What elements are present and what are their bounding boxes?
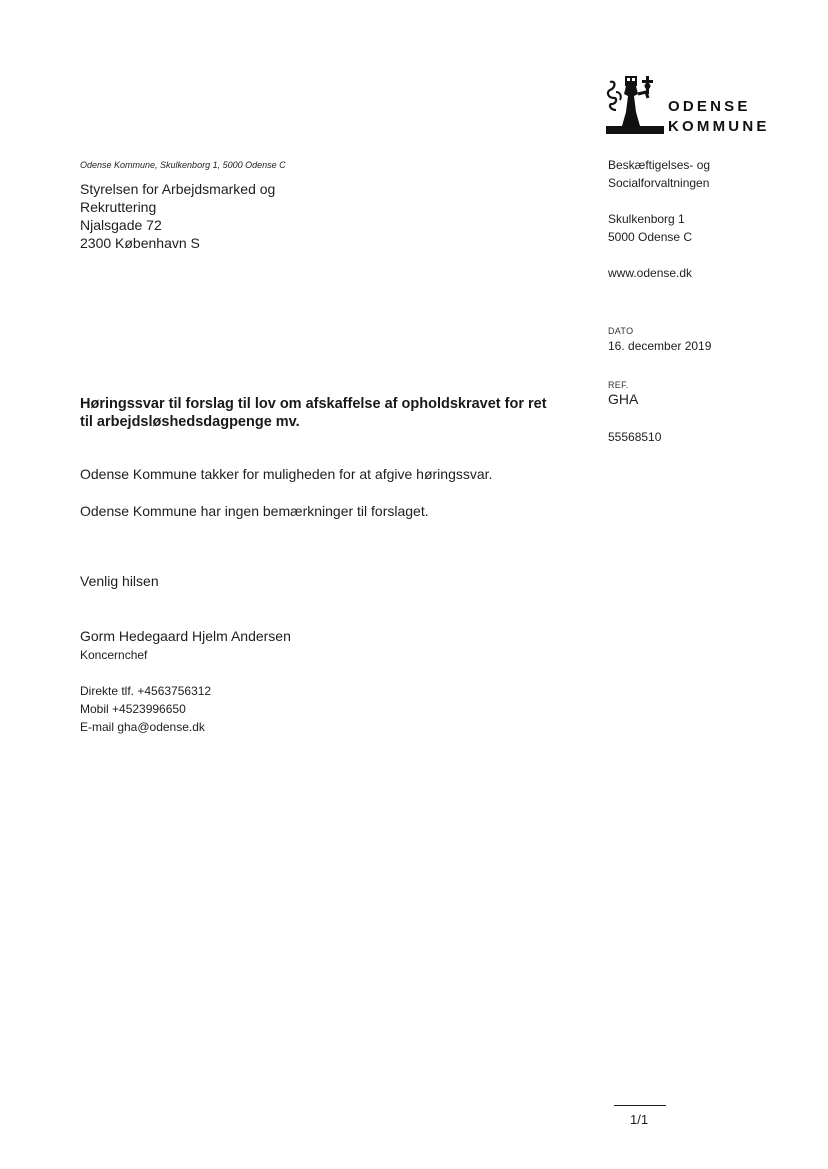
body-paragraph: Odense Kommune har ingen bemærkninger til forslaget.	[80, 503, 429, 519]
subject-line: til arbejdsløshedsdagpenge mv.	[80, 414, 300, 430]
date-value: 16. december 2019	[608, 339, 712, 353]
sender-address-line: Odense Kommune, Skulkenborg 1, 5000 Odense C	[80, 160, 286, 170]
case-number: 55568510	[608, 430, 662, 444]
street-line: Skulkenborg 1	[608, 212, 685, 226]
city-emblem-icon	[606, 72, 666, 136]
odense-kommune-logo	[606, 72, 786, 136]
closing-greeting: Venlig hilsen	[80, 573, 159, 589]
department-line: Socialforvaltningen	[608, 176, 710, 190]
mobile-phone: Mobil +4523996650	[80, 702, 186, 716]
signer-name: Gorm Hedegaard Hjelm Andersen	[80, 628, 291, 644]
recipient-line: Styrelsen for Arbejdsmarked og	[80, 181, 276, 197]
recipient-line: Njalsgade 72	[80, 217, 162, 233]
contact-details	[80, 682, 211, 736]
reference-label: REF.	[608, 380, 629, 390]
signer-title: Koncernchef	[80, 648, 148, 662]
logo-text-kommune: KOMMUNE	[668, 118, 770, 135]
reference-value: GHA	[608, 391, 639, 407]
footer-divider	[614, 1105, 666, 1106]
page-number: 1/1	[630, 1112, 649, 1127]
department-address	[608, 210, 692, 246]
logo-text-odense: ODENSE	[668, 98, 751, 115]
department-line: Beskæftigelses- og	[608, 158, 711, 172]
email-address: E-mail gha@odense.dk	[80, 720, 205, 734]
city-line: 5000 Odense C	[608, 230, 693, 244]
letter-subject	[80, 395, 547, 431]
direct-phone: Direkte tlf. +4563756312	[80, 684, 212, 698]
subject-line: Høringssvar til forslag til lov om afskaffelse af opholdskravet for ret	[80, 396, 547, 412]
department-name	[608, 156, 710, 192]
recipient-line: Rekruttering	[80, 199, 157, 215]
body-paragraph: Odense Kommune takker for muligheden for at afgive høringssvar.	[80, 466, 493, 482]
date-label: DATO	[608, 326, 634, 336]
recipient-address	[80, 180, 275, 252]
recipient-line: 2300 København S	[80, 235, 200, 251]
website-text: www.odense.dk	[608, 266, 693, 280]
